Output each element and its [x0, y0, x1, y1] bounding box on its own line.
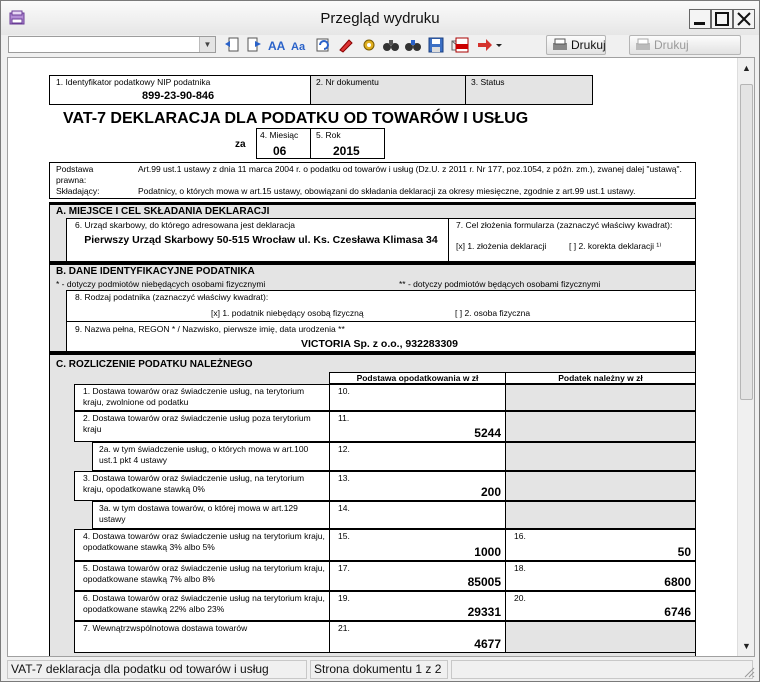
- document-page: [8, 58, 737, 657]
- status-page-info: Strona dokumentu 1 z 2: [310, 660, 448, 679]
- tax-office-value: Pierwszy Urząd Skarbowy 50-515 Wrocław ul. Ks. Czesława Klimasa 34: [84, 234, 438, 246]
- field-number: 13.: [338, 473, 350, 483]
- minimize-icon: [690, 10, 710, 28]
- nip-box: [49, 75, 311, 105]
- close-button[interactable]: [733, 9, 755, 29]
- row-description: 1. Dostawa towarów oraz świadczenie usług, na terytorium kraju, zwolnione od podatku: [83, 386, 305, 407]
- row-description: 7. Wewnątrzwspólnotowa dostawa towarów: [83, 623, 248, 633]
- scroll-down-icon[interactable]: ▼: [739, 638, 754, 655]
- refresh-icon[interactable]: [314, 36, 332, 54]
- taxpayer-type-label: 8. Rodzaj podatnika (zaznaczyć właściwy kwadrat):: [75, 292, 269, 302]
- find-next-icon[interactable]: [404, 36, 422, 54]
- row-description-cell: [74, 621, 330, 653]
- legal-basis-label: Podstawa prawna:: [56, 164, 94, 185]
- year-box: [310, 128, 385, 159]
- print-label: Drukuj: [571, 38, 606, 52]
- row-description-cell: [92, 501, 330, 529]
- taxpayer-name-value: VICTORIA Sp. z o.o., 932283309: [301, 338, 458, 350]
- resize-grip-icon[interactable]: [743, 666, 755, 678]
- col-header-tax: [505, 372, 696, 384]
- field-number: 17.: [338, 563, 350, 573]
- base-amount-cell: [329, 471, 506, 501]
- row-description: 2. Dostawa towarów oraz świadczenie usług poza terytorium kraju: [83, 413, 311, 434]
- nip-value: 899-23-90-846: [142, 90, 215, 102]
- base-amount-value: 200: [480, 485, 501, 499]
- purpose-option-correction: [ ] 2. korekta deklaracji ¹⁾: [569, 241, 662, 251]
- chevron-down-icon[interactable]: [494, 36, 504, 54]
- field-number: 19.: [338, 593, 350, 603]
- base-amount-cell: [329, 411, 506, 442]
- col-header-base-label: Podstawa opodatkowania w zł: [356, 373, 479, 383]
- taxpayer-name-label: 9. Nazwa pełna, REGON * / Nazwisko, pierwsze imię, data urodzenia **: [75, 324, 345, 334]
- za-label: za: [235, 139, 246, 150]
- print-button[interactable]: [546, 35, 606, 55]
- taxpayer-type-option-legal: [x] 1. podatnik niebędący osobą fizyczną: [211, 308, 364, 318]
- status-bar: [1, 658, 759, 681]
- taxpayer-type-option-natural: [ ] 2. osoba fizyczna: [455, 308, 531, 318]
- print-all-button[interactable]: [629, 35, 741, 55]
- row-description-cell: [74, 411, 330, 442]
- purpose-box: [448, 218, 696, 262]
- legal-basis-text: Art.99 ust.1 ustawy z dnia 11 marca 2004 r. o podatku od towarów i usług (Dz.U. z 2011 r. Nr 177, poz.1054, z późn. zm.), zwanej dalej "ustawą".: [138, 164, 682, 174]
- zoom-out-font-icon[interactable]: [290, 36, 308, 54]
- base-amount-cell: [329, 529, 506, 561]
- title-bar[interactable]: [1, 1, 759, 35]
- row-description-cell: [74, 384, 330, 411]
- row-description: 2a. w tym świadczenie usług, o których mowa w art.100 ust.1 pkt 4 ustawy: [99, 444, 309, 465]
- declaration-title: VAT-7 DEKLARACJA DLA PODATKU OD TOWARÓW I USŁUG: [63, 110, 529, 127]
- settings-icon[interactable]: [360, 36, 378, 54]
- base-amount-value: 29331: [467, 605, 501, 619]
- field-number: 16.: [514, 531, 526, 541]
- binoculars-icon[interactable]: [382, 36, 400, 54]
- base-amount-cell: [329, 442, 506, 471]
- base-amount-value: 85005: [467, 575, 501, 589]
- toolbar: [1, 35, 759, 57]
- field-number: 11.: [338, 413, 350, 423]
- field-number: 10.: [338, 386, 350, 396]
- row-description: 5. Dostawa towarów oraz świadczenie usług na terytorium kraju, opodatkowane stawką 7% albo 8%: [83, 563, 325, 584]
- field-number: 21.: [338, 623, 350, 633]
- svg-text:Aa: Aa: [291, 41, 306, 53]
- tax-office-label: 6. Urząd skarbowy, do którego adresowana jest deklaracja: [75, 220, 296, 230]
- row-description-cell: [74, 561, 330, 591]
- tax-amount-value: 50: [677, 545, 691, 559]
- tax-amount-value: 6800: [664, 575, 691, 589]
- status-box: [465, 75, 593, 105]
- tax-amount-cell: [505, 591, 696, 621]
- taxpayer-type-box: [66, 290, 696, 322]
- window-title: Przegląd wydruku: [320, 10, 440, 27]
- doc-number-box: [310, 75, 466, 105]
- field-number: 18.: [514, 563, 526, 573]
- doc-number-label: 2. Nr dokumentu: [316, 77, 379, 87]
- base-amount-cell: [329, 501, 506, 529]
- col-header-base: [329, 372, 506, 384]
- pdf-export-icon[interactable]: [453, 36, 471, 54]
- minimize-button[interactable]: [689, 9, 711, 29]
- purpose-option-declaration: [x] 1. złożenia deklaracji: [456, 241, 547, 251]
- page-combo[interactable]: [8, 36, 216, 53]
- month-box: [256, 128, 311, 159]
- svg-text:AA: AA: [268, 39, 285, 53]
- printer-icon: [635, 38, 651, 52]
- save-icon[interactable]: [427, 36, 445, 54]
- row-description-cell: [74, 591, 330, 621]
- status-empty: [451, 660, 753, 679]
- legal-basis-box: [49, 162, 696, 199]
- tax-amount-cell: [505, 621, 696, 653]
- tax-amount-value: 6746: [664, 605, 691, 619]
- tax-amount-cell: [505, 411, 696, 442]
- chevron-down-icon[interactable]: ▼: [199, 37, 215, 52]
- field-number: 15.: [338, 531, 350, 541]
- scroll-up-icon[interactable]: ▲: [739, 60, 754, 77]
- row-description: 6. Dostawa towarów oraz świadczenie usług na terytorium kraju, opodatkowane stawką 22% albo 23%: [83, 593, 325, 614]
- base-amount-value: 5244: [474, 426, 501, 440]
- scroll-thumb[interactable]: [740, 84, 753, 400]
- next-page-icon[interactable]: [245, 36, 263, 54]
- base-amount-value: 4677: [474, 637, 501, 651]
- year-value: 2015: [333, 144, 360, 158]
- month-label: 4. Miesiąc: [260, 130, 299, 140]
- print-all-label: Drukuj: [654, 38, 689, 52]
- status-document-name: VAT-7 deklaracja dla podatku od towarów i usług: [7, 660, 307, 679]
- zoom-in-font-icon[interactable]: [267, 36, 285, 54]
- submitter-label: Składający:: [56, 186, 100, 196]
- section-b-title: B. DANE IDENTYFIKACYJNE PODATNIKA: [56, 266, 255, 277]
- close-icon: [734, 10, 754, 28]
- nip-label: 1. Identyfikator podatkowy NIP podatnika: [56, 77, 211, 87]
- status-label: 3. Status: [471, 77, 505, 87]
- taxpayer-name-box: [66, 321, 696, 352]
- row-description: 3. Dostawa towarów oraz świadczenie usług, na terytorium kraju, opodatkowane stawką 0%: [83, 473, 305, 494]
- purpose-label: 7. Cel złożenia formularza (zaznaczyć właściwy kwadrat):: [456, 220, 673, 230]
- row-description-cell: [74, 529, 330, 561]
- field-number: 20.: [514, 593, 526, 603]
- tax-amount-cell: [505, 501, 696, 529]
- tax-amount-cell: [505, 471, 696, 501]
- printer-icon: [552, 38, 568, 52]
- row-description: 4. Dostawa towarów oraz świadczenie usług na terytorium kraju, opodatkowane stawką 3% albo 5%: [83, 531, 325, 552]
- field-number: 12.: [338, 444, 350, 454]
- b-note-legal: * - dotyczy podmiotów niebędących osobami fizycznymi: [56, 279, 266, 289]
- year-label: 5. Rok: [316, 130, 341, 140]
- vertical-scrollbar[interactable]: [737, 58, 754, 656]
- col-header-tax-label: Podatek należny w zł: [558, 373, 643, 383]
- document-view[interactable]: [7, 57, 755, 657]
- tax-amount-cell: [505, 561, 696, 591]
- submitter-text: Podatnicy, o których mowa w art.15 ustawy, obowiązani do składania deklaracji za okresy miesięczne, zgodnie z art.99 ust.1 ustawy.: [138, 186, 636, 196]
- field-number: 14.: [338, 503, 350, 513]
- edit-icon[interactable]: [337, 36, 355, 54]
- row-description-cell: [74, 471, 330, 501]
- export-icon[interactable]: [476, 36, 494, 54]
- base-amount-cell: [329, 621, 506, 653]
- tax-office-box: [66, 218, 449, 262]
- tax-amount-cell: [505, 442, 696, 471]
- tax-amount-cell: [505, 384, 696, 411]
- first-page-icon[interactable]: [223, 36, 241, 54]
- row-description-cell: [92, 442, 330, 471]
- b-note-natural: ** - dotyczy podmiotów będących osobami fizycznymi: [399, 279, 601, 289]
- section-a-title: A. MIEJSCE I CEL SKŁADANIA DEKLARACJI: [56, 206, 270, 217]
- tax-amount-cell: [505, 529, 696, 561]
- base-amount-cell: [329, 384, 506, 411]
- section-c-title: C. ROZLICZENIE PODATKU NALEŻNEGO: [56, 359, 253, 370]
- base-amount-value: 1000: [474, 545, 501, 559]
- row-description: 3a. w tym dostawa towarów, o której mowa w art.129 ustawy: [99, 503, 298, 524]
- base-amount-cell: [329, 591, 506, 621]
- maximize-button[interactable]: [711, 9, 733, 29]
- month-value: 06: [273, 144, 287, 158]
- maximize-icon: [712, 10, 732, 28]
- base-amount-cell: [329, 561, 506, 591]
